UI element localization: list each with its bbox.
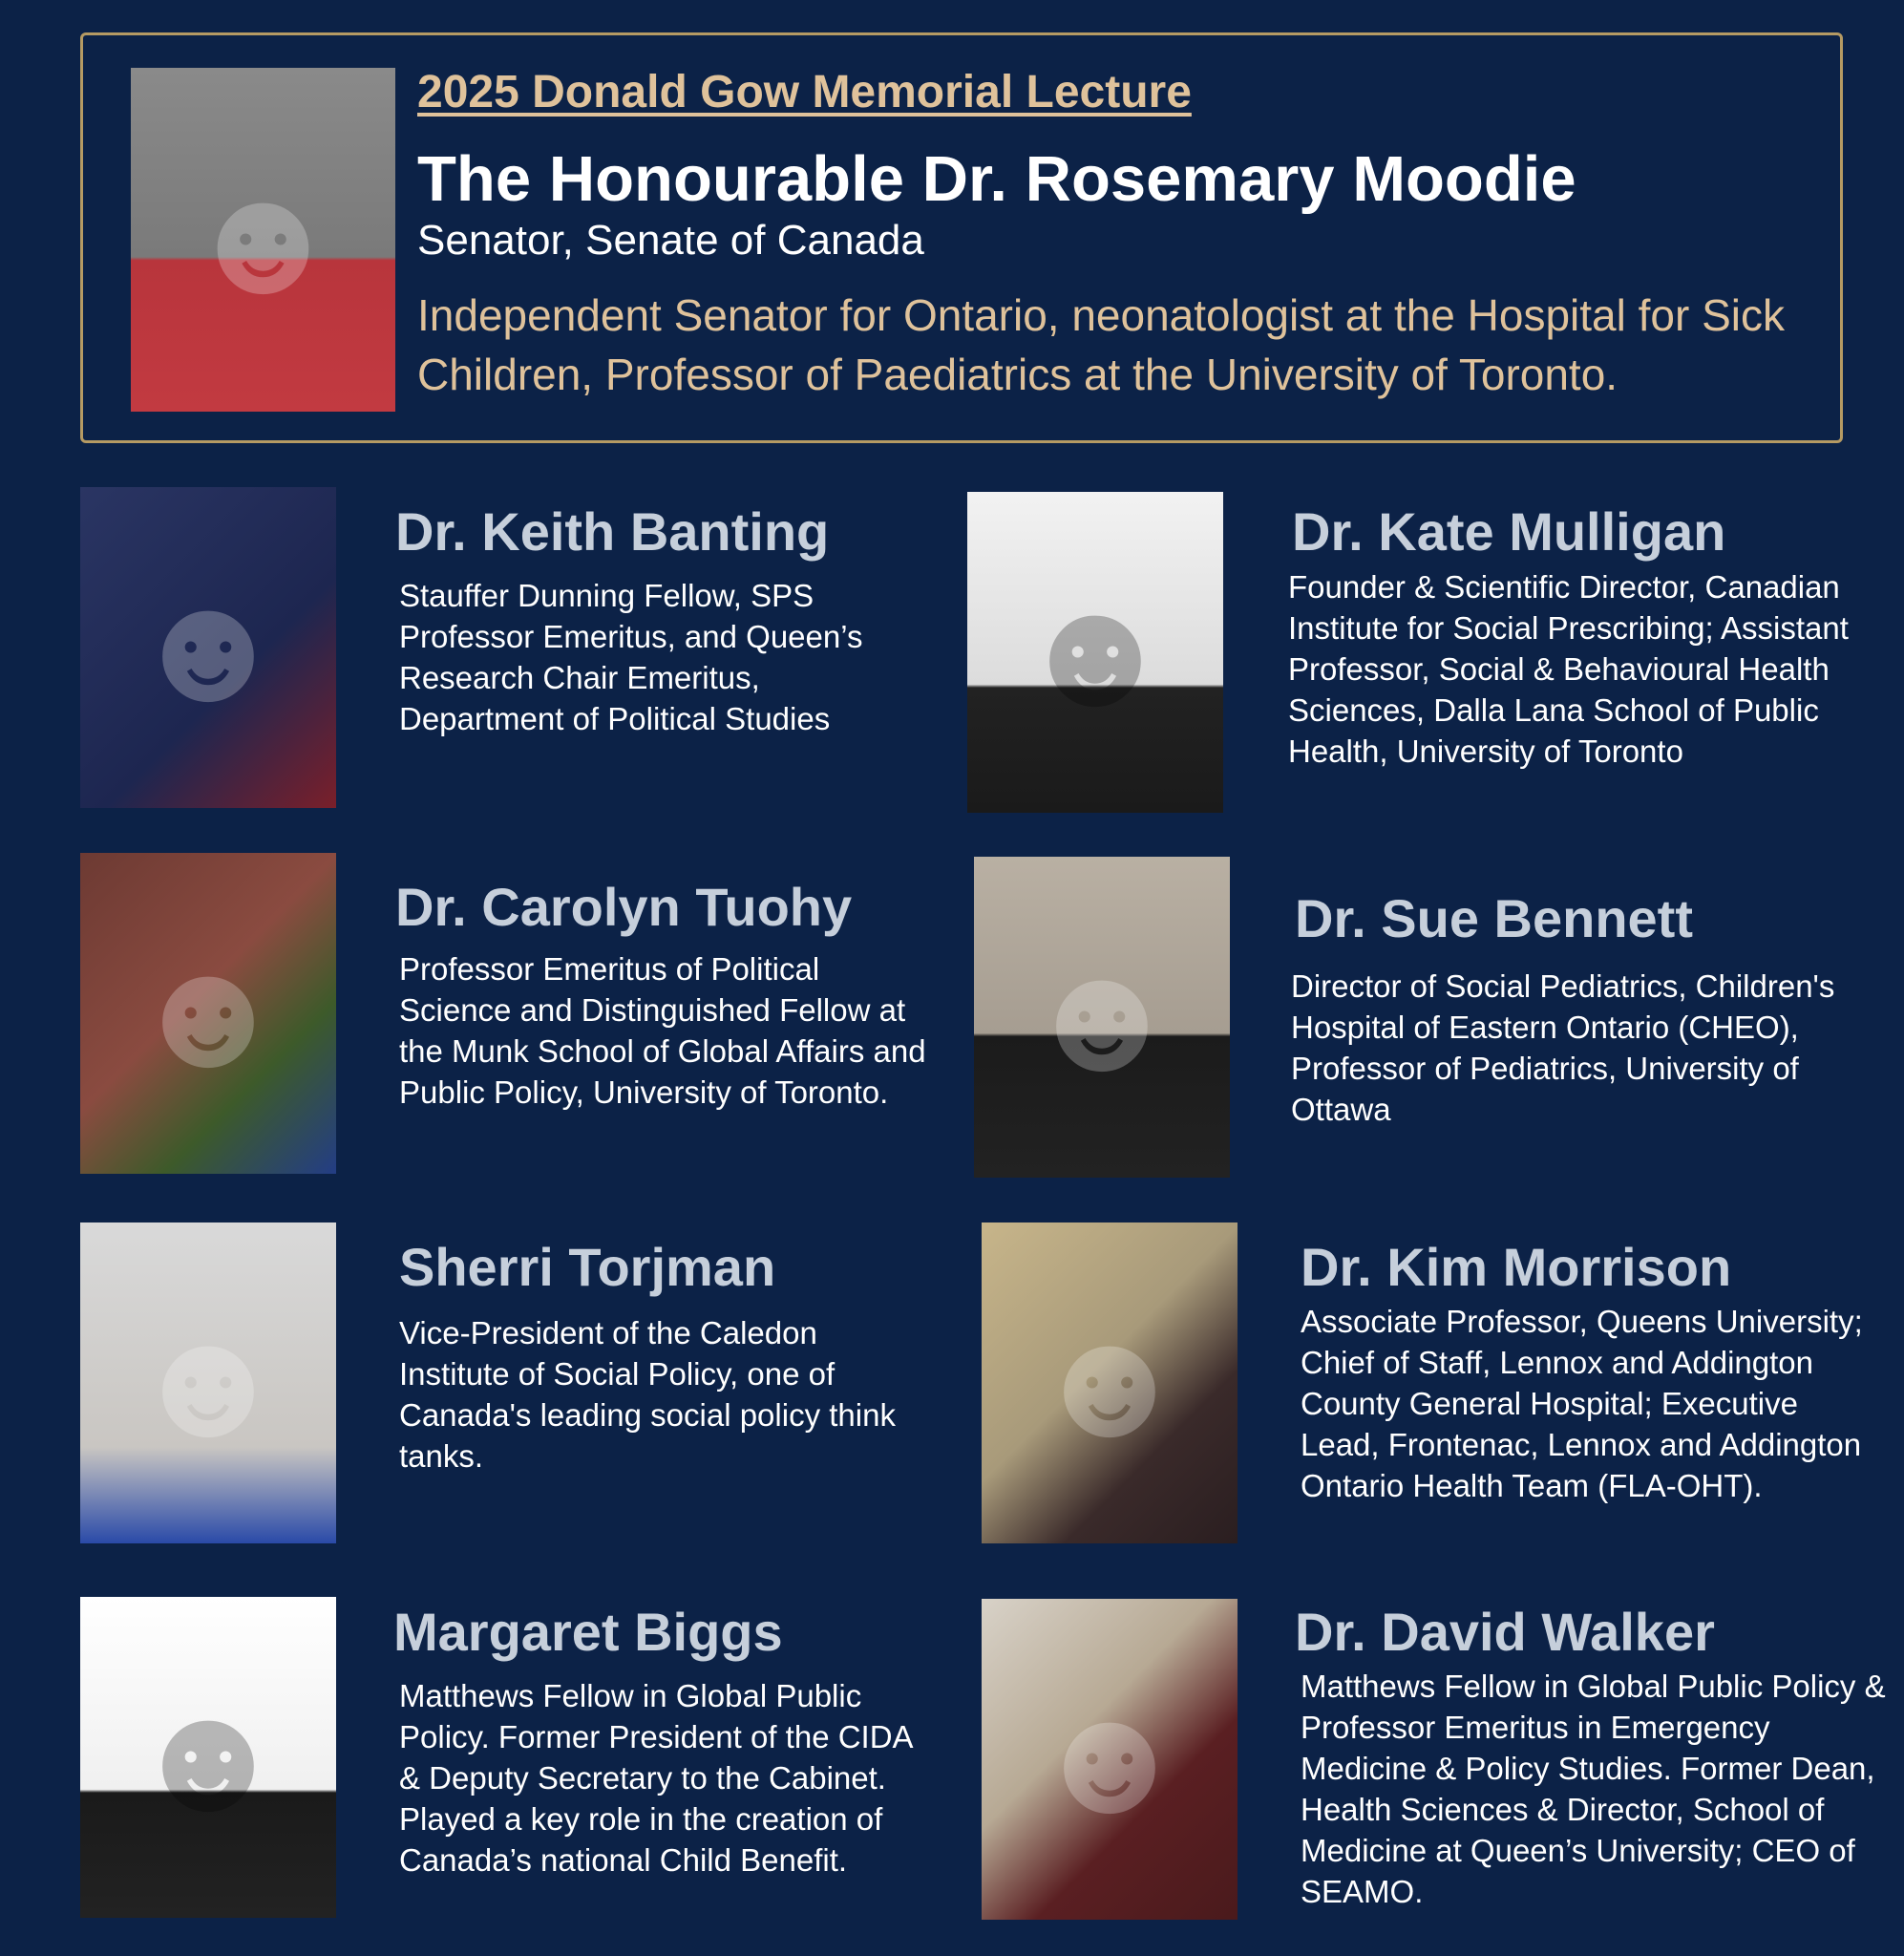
speaker-photo bbox=[131, 68, 395, 412]
person-icon: ☻ bbox=[127, 927, 289, 1098]
person-icon: ☻ bbox=[1021, 931, 1183, 1102]
panelist-photo bbox=[80, 853, 336, 1174]
panelist-name: Dr. Keith Banting bbox=[395, 501, 830, 562]
event-title[interactable]: 2025 Donald Gow Memorial Lecture bbox=[417, 67, 1192, 117]
panelist-photo bbox=[982, 1599, 1238, 1920]
panelist-bio: Vice-President of the Caledon Institute of Social Policy, one of Canada's leading social policy think tanks. bbox=[399, 1315, 896, 1474]
person-icon: ☻ bbox=[182, 154, 344, 325]
speaker-name: The Honourable Dr. Rosemary Moodie bbox=[417, 143, 1576, 215]
panelist-name: Dr. David Walker bbox=[1295, 1602, 1715, 1662]
person-icon: ☻ bbox=[1028, 1673, 1191, 1844]
panelist-name: Dr. Sue Bennett bbox=[1295, 888, 1693, 948]
panelist-name: Margaret Biggs bbox=[393, 1602, 783, 1662]
panelist-name: Sherri Torjman bbox=[399, 1237, 776, 1297]
panelist-bio: Matthews Fellow in Global Public Policy. Former President of the CIDA & Deputy Secretary to the Cabinet. Played a key role in the creation of Canada’s national Child Benefit. bbox=[399, 1678, 912, 1878]
person-icon: ☻ bbox=[1028, 1297, 1191, 1468]
panelist-bio: Director of Social Pediatrics, Children's Hospital of Eastern Ontario (CHEO), Professor of Pediatrics, University of Ottawa bbox=[1291, 968, 1835, 1127]
panelist-bio: Founder & Scientific Director, Canadian Institute for Social Prescribing; Assistant Professor, Social & Behavioural Health Sciences, Dalla Lana School of Public Health, University of Toronto bbox=[1288, 569, 1849, 769]
panelist-name: Dr. Kim Morrison bbox=[1301, 1237, 1732, 1297]
panelist-photo bbox=[974, 857, 1230, 1178]
panelist-name: Dr. Carolyn Tuohy bbox=[395, 877, 853, 937]
person-icon: ☻ bbox=[127, 1297, 289, 1468]
panelist-bio: Associate Professor, Queens University; Chief of Staff, Lennox and Addington County General Hospital; Executive Lead, Frontenac, Lennox and Addington Ontario Health Team (FLA-OHT). bbox=[1301, 1304, 1863, 1503]
person-icon: ☻ bbox=[1014, 566, 1176, 737]
speaker-bio: Independent Senator for Ontario, neonatologist at the Hospital for Sick Children, Professor of Paediatrics at the University of Toronto. bbox=[417, 290, 1785, 399]
panelist-bio: Professor Emeritus of Political Science and Distinguished Fellow at the Munk School of Global Affairs and Public Policy, University of Toronto. bbox=[399, 951, 926, 1110]
panelist-photo bbox=[967, 492, 1223, 813]
panelist-bio: Stauffer Dunning Fellow, SPS Professor Emeritus, and Queen’s Research Chair Emeritus, Department of Political Studies bbox=[399, 578, 863, 736]
panelist-photo bbox=[982, 1222, 1238, 1543]
panelist-photo bbox=[80, 1222, 336, 1543]
person-icon: ☻ bbox=[127, 1671, 289, 1842]
panelist-photo bbox=[80, 1597, 336, 1918]
panelist-photo bbox=[80, 487, 336, 808]
speaker-role: Senator, Senate of Canada bbox=[417, 217, 924, 264]
person-icon: ☻ bbox=[127, 562, 289, 733]
panelist-name: Dr. Kate Mulligan bbox=[1292, 501, 1726, 562]
featured-speaker-card bbox=[80, 32, 1843, 443]
panelist-bio: Matthews Fellow in Global Public Policy & Professor Emeritus in Emergency Medicine & Policy Studies. Former Dean, Health Sciences & Director, School of Medicine at Queen’s University; CEO of SEAMO. bbox=[1301, 1669, 1886, 1909]
